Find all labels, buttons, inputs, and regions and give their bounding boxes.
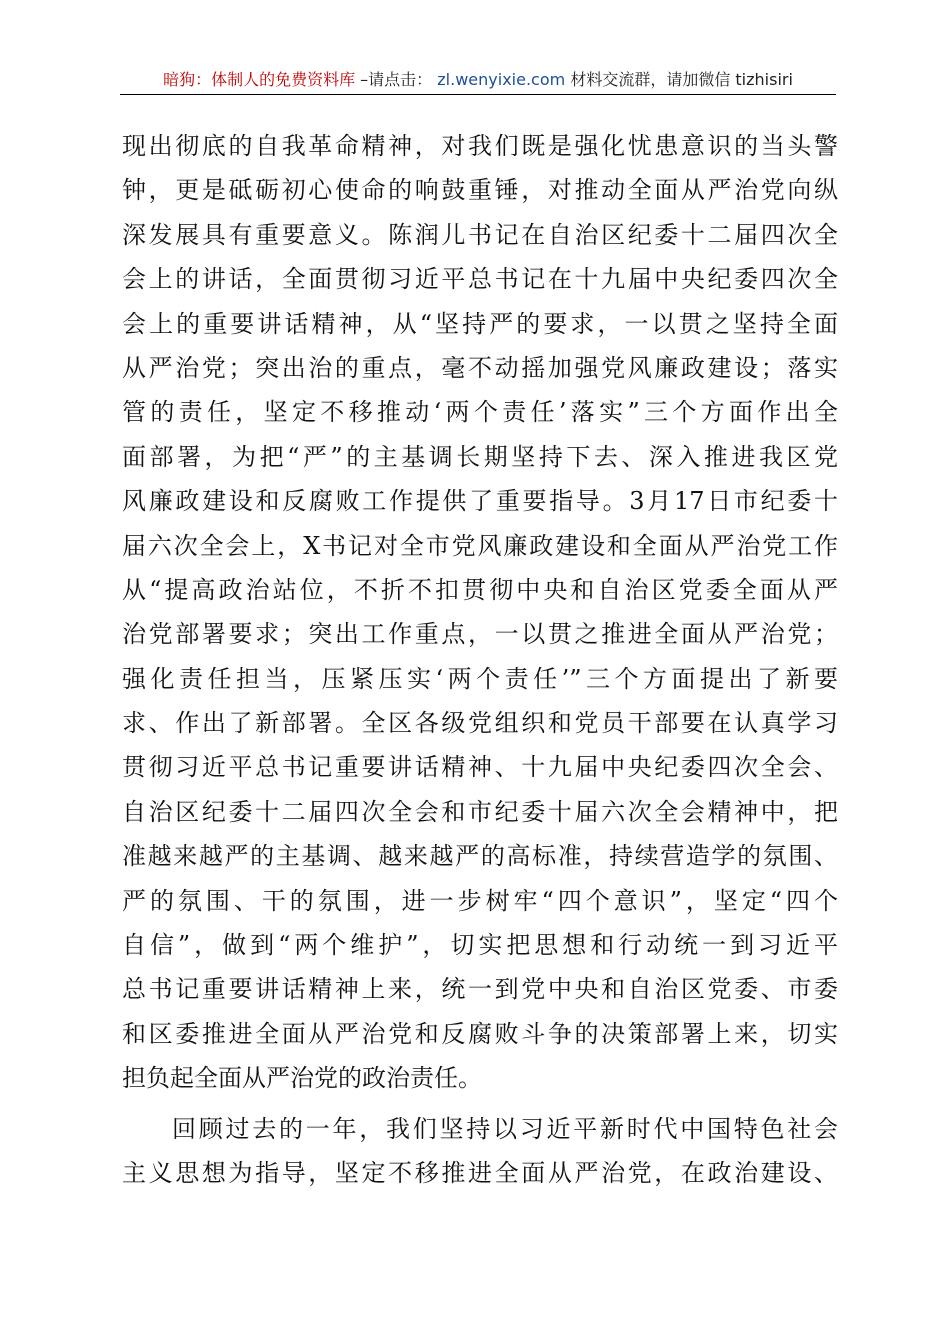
text-line: 回顾过去的一年，我们坚持以习近平新时代中国特色社会: [172, 1114, 838, 1143]
text-line: 管的责任，坚定不移推动‘两个责任’落实”三个方面作出全: [122, 398, 838, 427]
text-line: 会上的重要讲话精神，从“坚持严的要求，一以贯之坚持全面: [122, 309, 838, 338]
text-line: 总书记重要讲话精神上来，统一到党中央和自治区党委、市委: [122, 975, 838, 1004]
header-contact: 材料交流群，请加微信 tizhisiri: [570, 70, 793, 89]
page-header: [120, 66, 836, 95]
text-line: 自信”，做到“两个维护”，切实把思想和行动统一到习近平: [122, 931, 838, 960]
text-line: 从严治党；突出治的重点，毫不动摇加强党风廉政建设；落实: [122, 353, 838, 382]
paragraph: [122, 1107, 838, 1196]
text-line: 严的氛围、干的氛围，进一步树牢“四个意识”，坚定“四个: [122, 886, 838, 915]
text-line: 贯彻习近平总书记重要讲话精神、十九届中央纪委四次全会、: [122, 753, 838, 782]
text-line: 和区委推进全面从严治党和反腐败斗争的决策部署上来，切实: [122, 1019, 838, 1048]
document-body: [122, 124, 838, 1195]
paragraph: [122, 124, 838, 1101]
text-line: 现出彻底的自我革命精神，对我们既是强化忧患意识的当头警: [122, 132, 838, 160]
text-line: 面部署，为把“严”的主基调长期坚持下去、深入推进我区党: [122, 442, 838, 471]
text-line: 担负起全面从严治党的政治责任。: [122, 1064, 482, 1093]
text-line: 风廉政建设和反腐败工作提供了重要指导。3月17日市纪委十: [122, 487, 838, 516]
text-line: 会上的讲话，全面贯彻习近平总书记在十九届中央纪委四次全: [122, 265, 838, 294]
text-line: 准越来越严的主基调、越来越严的高标准，持续营造学的氛围、: [122, 842, 838, 871]
text-line: 深发展具有重要意义。陈润儿书记在自治区纪委十二届四次全: [122, 220, 838, 249]
header-url-link[interactable]: zl.wenyixie.com: [437, 70, 566, 89]
text-line: 钟，更是砥砺初心使命的响鼓重锤，对推动全面从严治党向纵: [122, 176, 838, 205]
text-line: 自治区纪委十二届四次全会和市纪委十届六次全会精神中，把: [122, 797, 838, 826]
text-line: 届六次全会上，X书记对全市党风廉政建设和全面从严治党工作: [122, 531, 838, 560]
text-line: 主义思想为指导，坚定不移推进全面从严治党，在政治建设、: [122, 1158, 838, 1187]
header-click-prefix: –请点击：: [360, 70, 433, 89]
header-brand: 暗狗：体制人的免费资料库: [163, 70, 356, 89]
text-line: 治党部署要求；突出工作重点，一以贯之推进全面从严治党；: [122, 620, 838, 649]
text-line: 求、作出了新部署。全区各级党组织和党员干部要在认真学习: [122, 709, 838, 738]
text-line: 从“提高政治站位，不折不扣贯彻中央和自治区党委全面从严: [122, 575, 838, 604]
text-line: 强化责任担当，压紧压实‘两个责任’”三个方面提出了新要: [122, 664, 838, 693]
